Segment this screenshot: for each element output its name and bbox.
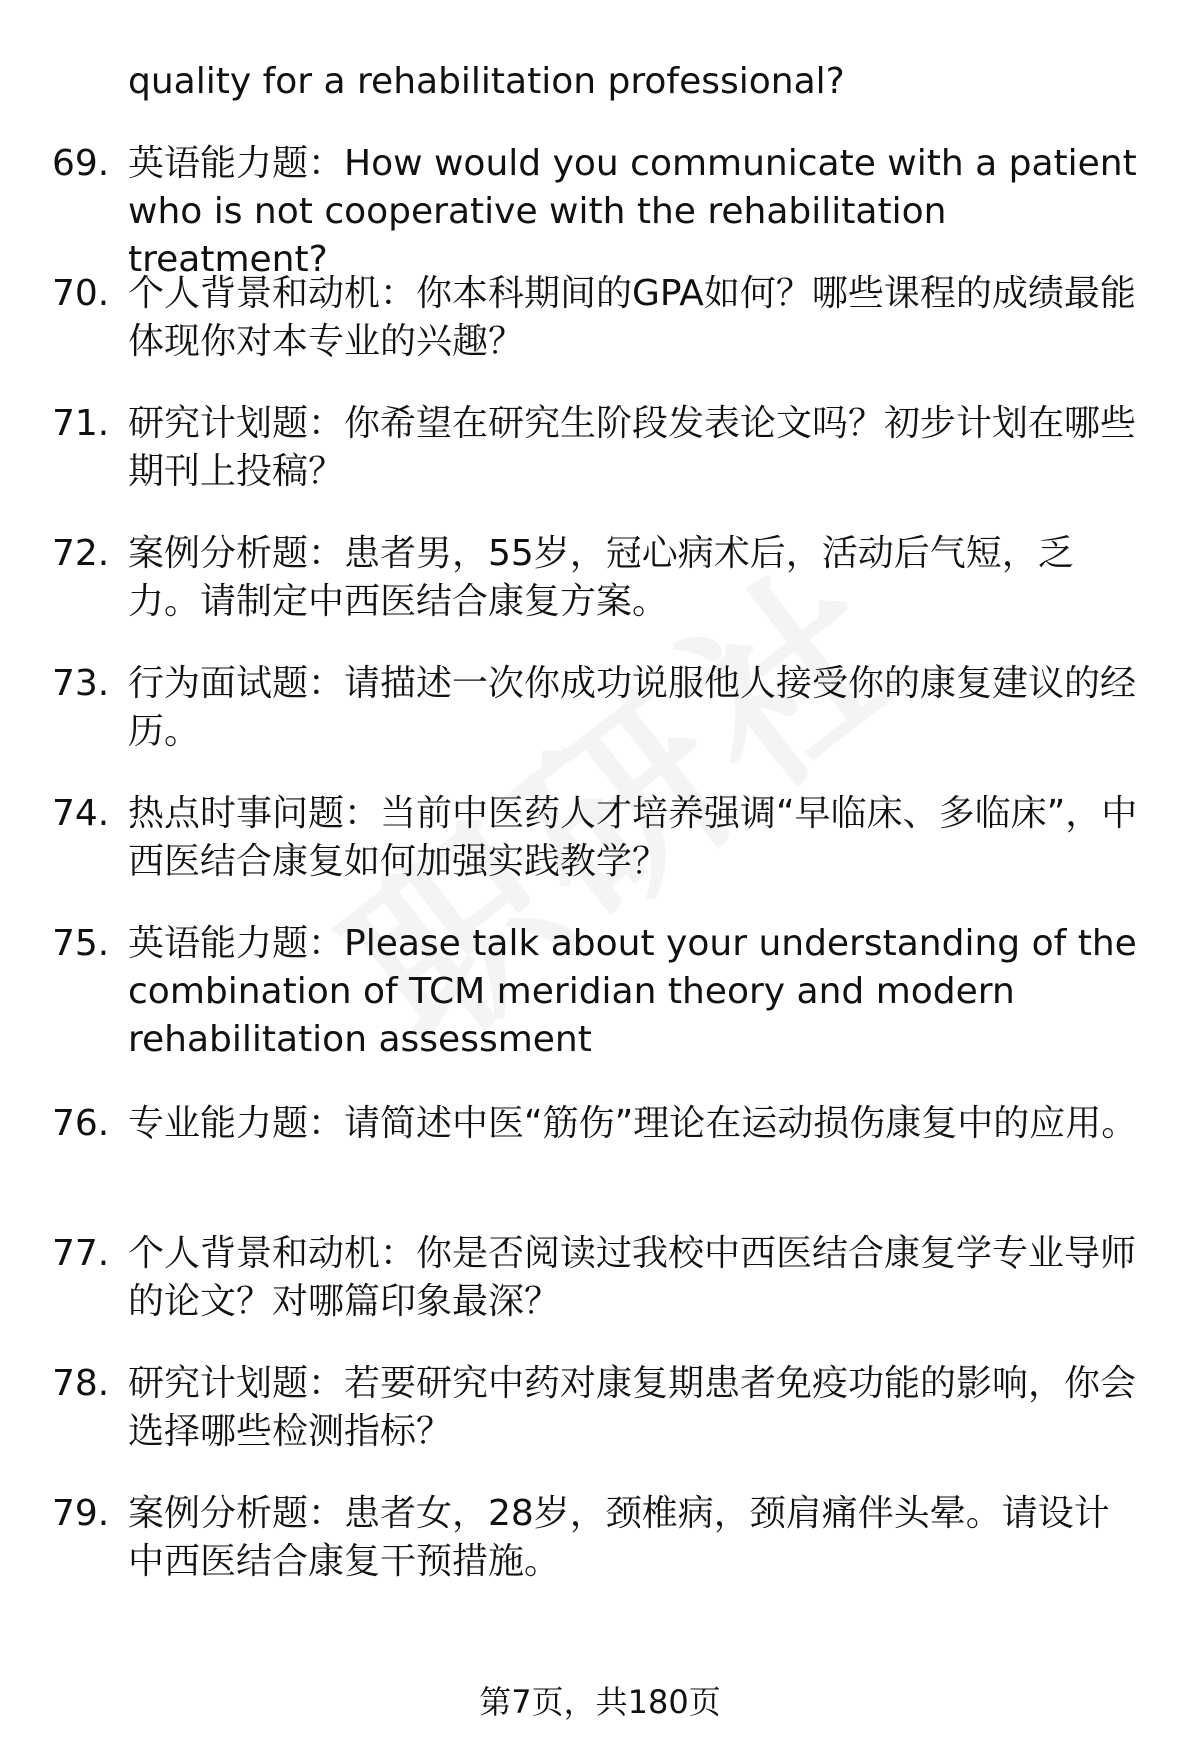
question-number: 69. (52, 143, 110, 184)
question-item (0, 388, 1200, 518)
question-number: 75. (52, 923, 110, 964)
question-item (0, 1218, 1200, 1348)
question-number: 72. (52, 533, 110, 574)
question-number: 71. (52, 403, 110, 444)
question-number: 77. (52, 1233, 110, 1274)
question-text: 热点时事问题：当前中医药人才培养强调“早临床、多临床”，中西医结合康复如何加强实践教学？ (128, 793, 1138, 882)
question-text: 专业能力题：请简述中医“筋伤”理论在运动损伤康复中的应用。 (128, 1103, 1138, 1144)
question-text: 案例分析题：患者男，55岁，冠心病术后，活动后气短，乏力。请制定中西医结合康复方案。 (128, 533, 1074, 622)
question-text: 行为面试题：请描述一次你成功说服他人接受你的康复建议的经历。 (128, 663, 1137, 752)
question-number: 76. (52, 1103, 110, 1144)
question-list (0, 128, 1200, 1608)
question-text: 研究计划题：你希望在研究生阶段发表论文吗？初步计划在哪些期刊上投稿？ (128, 403, 1137, 492)
question-text: 案例分析题：患者女，28岁，颈椎病，颈肩痛伴头晕。请设计中西医结合康复干预措施。 (128, 1493, 1110, 1582)
question-text: 个人背景和动机：你本科期间的GPA如何？哪些课程的成绩最能体现你对本专业的兴趣？ (128, 273, 1136, 362)
question-item (0, 258, 1200, 388)
question-item (0, 518, 1200, 648)
question-item (0, 908, 1200, 1088)
question-item (0, 648, 1200, 778)
question-number: 73. (52, 663, 110, 704)
question-item (0, 128, 1200, 280)
question-text: 英语能力题：How would you communicate with a patient who is not cooperative with the rehabilitation treatment? (128, 143, 1137, 280)
question-item (0, 1348, 1200, 1478)
question-number: 74. (52, 793, 110, 834)
question-number: 70. (52, 273, 110, 314)
continuation-text: quality for a rehabilitation professional? (128, 61, 845, 102)
question-text: 个人背景和动机：你是否阅读过我校中西医结合康复学专业导师的论文？对哪篇印象最深？ (128, 1233, 1137, 1322)
question-number: 79. (52, 1493, 110, 1534)
page-number: 第7页，共180页 (479, 1683, 721, 1721)
question-item (0, 778, 1200, 908)
question-text: 英语能力题：Please talk about your understanding of the combination of TCM meridian theory and modern rehabilitation assessment (128, 923, 1137, 1060)
question-text: 研究计划题：若要研究中药对康复期患者免疫功能的影响，你会选择哪些检测指标？ (128, 1363, 1137, 1452)
question-item (0, 1088, 1200, 1218)
question-number: 78. (52, 1363, 110, 1404)
question-item (0, 1478, 1200, 1608)
